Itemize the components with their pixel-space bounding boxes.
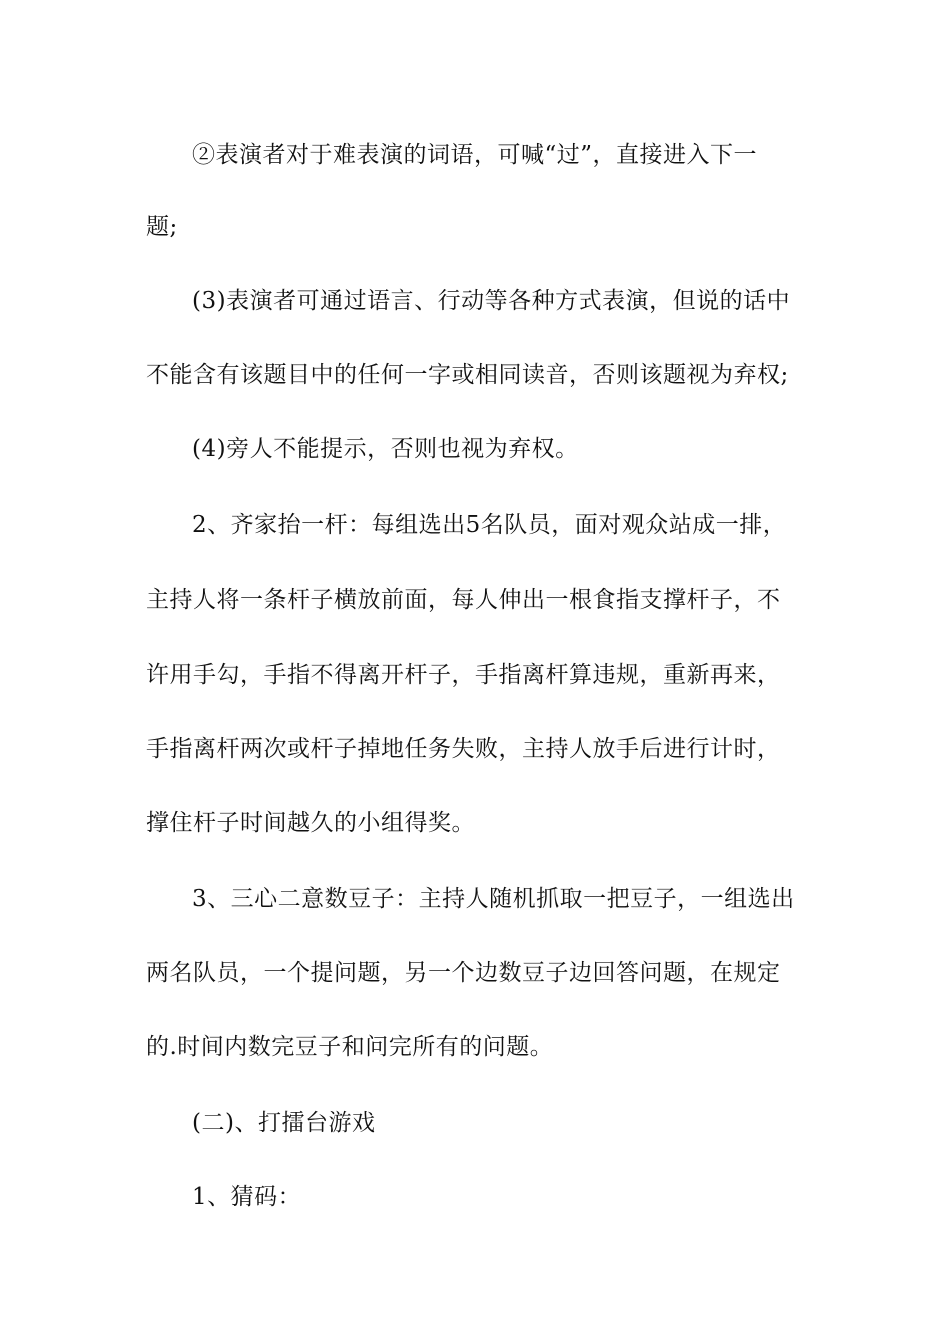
paragraph-line: 主持人将一条杆子横放前面，每人伸出一根食指支撑杆子，不	[146, 587, 781, 613]
paragraph-line: 的.时间内数完豆子和问完所有的问题。	[146, 1034, 554, 1060]
section-heading: (二)、打擂台游戏	[192, 1110, 376, 1136]
paragraph-line: (3)表演者可通过语言、行动等各种方式表演，但说的话中	[192, 288, 791, 314]
paragraph-line: 3、三心二意数豆子：主持人随机抓取一把豆子，一组选出	[192, 886, 795, 912]
paragraph-line: 1、猜码：	[192, 1184, 302, 1210]
paragraph-line: 2、齐家抬一杆：每组选出5名队员，面对观众站成一排，	[192, 512, 787, 538]
paragraph-line: 撑住杆子时间越久的小组得奖。	[146, 810, 475, 836]
paragraph-line: 许用手勾，手指不得离开杆子，手指离杆算违规，重新再来，	[146, 662, 781, 688]
paragraph-line: 两名队员，一个提问题，另一个边数豆子边回答问题，在规定	[146, 960, 781, 986]
paragraph-line: 不能含有该题目中的任何一字或相同读音，否则该题视为弃权;	[146, 362, 789, 388]
paragraph-line: 手指离杆两次或杆子掉地任务失败，主持人放手后进行计时，	[146, 736, 781, 762]
paragraph-line: (4)旁人不能提示，否则也视为弃权。	[192, 436, 579, 462]
paragraph-line: ②表演者对于难表演的词语，可喊“过”，直接进入下一	[192, 142, 758, 168]
paragraph-line: 题;	[146, 214, 178, 240]
